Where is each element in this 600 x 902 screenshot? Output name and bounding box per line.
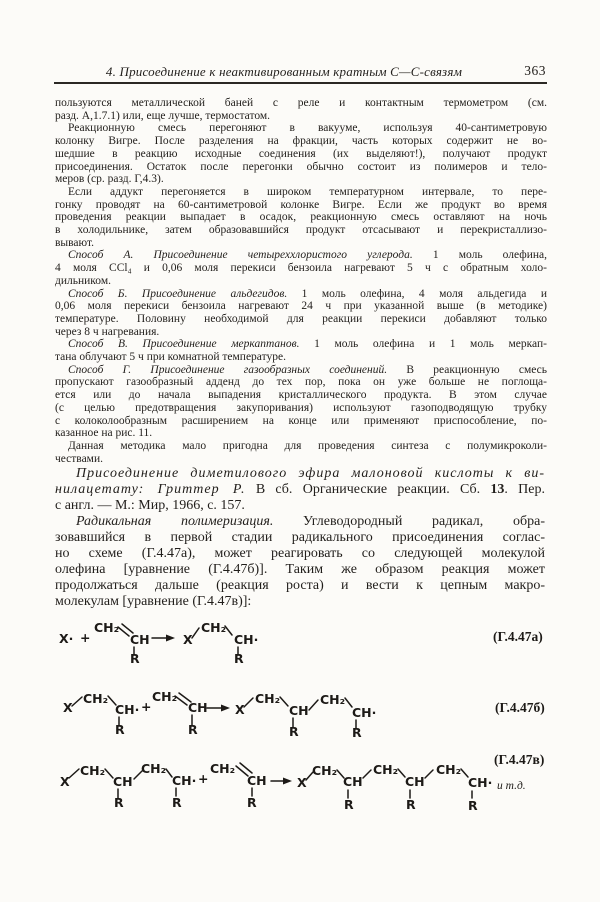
petit-text-block bbox=[55, 97, 547, 465]
atom-label: X bbox=[183, 632, 193, 647]
text-run: но схеме (Г.4.47а), может реагировать со следующей молекулой bbox=[55, 546, 545, 561]
etc-label: и т.д. bbox=[497, 780, 526, 792]
atom-label: X bbox=[297, 775, 307, 790]
text-line bbox=[55, 148, 547, 161]
text-run: шедшие в реакцию исходные соединения (их выделяют!), получают продукт bbox=[55, 147, 547, 160]
text-run: колонку Вигре. После разделения на фракции, часть которых содержит не во- bbox=[55, 135, 547, 148]
atom-label: R bbox=[289, 724, 299, 739]
atom-label: R bbox=[406, 797, 416, 812]
text-line bbox=[55, 224, 547, 237]
atom-label: CH₂ bbox=[80, 763, 106, 778]
bond bbox=[192, 628, 199, 638]
atom-label: CH₂ bbox=[312, 763, 338, 778]
text-run: разд. А,1.7.1) или, еще лучше, термостатом. bbox=[55, 109, 271, 122]
arrowhead bbox=[221, 705, 230, 712]
atom-label: CH· bbox=[468, 775, 493, 790]
text-line bbox=[55, 262, 547, 275]
equation-label: (Г.4.47в) bbox=[494, 752, 545, 767]
running-header bbox=[55, 64, 547, 81]
text-line bbox=[55, 110, 547, 123]
atom-label: CH₂ bbox=[320, 692, 346, 707]
text-run: продолжаться дальше (реакция роста) и вести к цепным макро- bbox=[55, 578, 545, 593]
text-line bbox=[55, 482, 545, 498]
arrowhead bbox=[166, 635, 175, 642]
plus-sign: + bbox=[198, 771, 209, 786]
text-line bbox=[55, 364, 547, 377]
text-run: с колоколообразным расширением на конце или применяют приспособление, по- bbox=[55, 414, 547, 427]
text-line bbox=[55, 466, 545, 482]
equation-label: (Г.4.47а) bbox=[493, 629, 543, 644]
text-line bbox=[55, 498, 545, 514]
text-line bbox=[55, 313, 547, 326]
text-line bbox=[55, 199, 547, 212]
text-line bbox=[55, 578, 545, 594]
bond bbox=[280, 697, 288, 706]
bond bbox=[363, 770, 371, 778]
atom-label: R bbox=[115, 722, 125, 737]
atom-label: X bbox=[235, 702, 245, 717]
text-run: казанное на рис. 11. bbox=[55, 427, 153, 440]
text-run: Углеводородный радикал, обра- bbox=[273, 514, 545, 529]
bond bbox=[244, 698, 253, 707]
text-run: через 8 ч нагревания. bbox=[55, 325, 160, 338]
atom-label: X· bbox=[59, 631, 74, 646]
text-run: В реакционную смесь bbox=[387, 363, 547, 376]
header-title: 4. Присоединение к неактивированным кратным С—С-связям bbox=[105, 64, 463, 79]
text-line bbox=[55, 173, 547, 186]
text-line bbox=[55, 402, 547, 415]
text-run: (с целью предотвращения закупоривания) используют газоподводящую трубку bbox=[55, 401, 547, 414]
atom-label: CH bbox=[188, 700, 208, 715]
text-line bbox=[55, 594, 545, 610]
text-line bbox=[55, 122, 547, 135]
reference-title: Присоединение диметилового эфира малоновой кислоты к ви- bbox=[76, 466, 545, 481]
text-run: олефина [уравнение (Г.4.47б)]. Таким же образом реакция может bbox=[55, 562, 545, 577]
text-line bbox=[55, 300, 547, 313]
text-line bbox=[55, 546, 545, 562]
text-run: меров (ср. разд. Г,4.3). bbox=[55, 173, 164, 186]
atom-label: R bbox=[352, 725, 362, 740]
text-run: в холодильнике, затем образовавшийся продукт отсасывают и перекристаллизо- bbox=[55, 224, 547, 237]
atom-label: CH· bbox=[234, 632, 259, 647]
atom-label: R bbox=[172, 795, 182, 810]
text-line bbox=[55, 427, 547, 440]
text-line bbox=[55, 97, 547, 110]
text-run: пользуются металлической баней с реле и контактным термометром (см. bbox=[55, 97, 547, 109]
atom-label: X bbox=[60, 774, 70, 789]
text-line bbox=[55, 237, 547, 250]
atom-label: R bbox=[130, 651, 140, 666]
text-run: пропускают газообразный адденд до тех пор, пока он уже больше не поглоща- bbox=[55, 376, 547, 389]
bold-run: 13 bbox=[490, 482, 505, 497]
text-line bbox=[55, 440, 547, 453]
atom-label: R bbox=[468, 798, 478, 813]
text-run: вывают. bbox=[55, 236, 95, 249]
text-run: . Пер. bbox=[504, 482, 546, 497]
text-run: В сб. Органические реакции. Сб. bbox=[245, 482, 491, 497]
atom-label: CH· bbox=[172, 773, 197, 788]
atom-label: CH₂ bbox=[94, 620, 120, 635]
atom-label: CH bbox=[405, 774, 425, 789]
atom-label: CH· bbox=[115, 702, 140, 717]
atom-label: CH₂ bbox=[210, 761, 236, 776]
text-run: гонку проводят на 60-сантиметровой колонке Вигре. Если же продукт во время bbox=[55, 198, 547, 211]
text-line bbox=[55, 338, 547, 351]
text-run: проведения реакции выпадает в осадок, реакционную смесь оставляют на ночь bbox=[55, 211, 547, 224]
atom-label: R bbox=[344, 797, 354, 812]
text-run: 1 моль олефина, 4 моля альдегида и bbox=[287, 287, 548, 300]
atom-label: CH₂ bbox=[152, 689, 178, 704]
text-run: 1 моль олефина, bbox=[412, 249, 547, 262]
bond bbox=[69, 769, 79, 778]
atom-label: R bbox=[234, 651, 244, 666]
bond bbox=[345, 698, 352, 707]
text-line bbox=[55, 415, 547, 428]
bond bbox=[398, 769, 405, 777]
page-number: 363 bbox=[524, 63, 546, 78]
reaction-scheme-b bbox=[55, 688, 565, 744]
text-run: зовавшийся в первой стадии радикального присоединения соглас- bbox=[55, 530, 545, 545]
atom-label: CH₂ bbox=[255, 691, 281, 706]
text-line bbox=[55, 249, 547, 262]
text-run: температуре. Половину необходимой для реакции перекиси добавляют только bbox=[55, 312, 547, 325]
text-run: 0,06 моля перекиси бензоила нагревают 24 ч при указанной выше (в методике) bbox=[55, 300, 547, 313]
atom-label: CH₂ bbox=[83, 691, 109, 706]
text-line bbox=[55, 288, 547, 301]
bond bbox=[461, 769, 468, 777]
atom-label: CH₂ bbox=[141, 761, 167, 776]
text-run: молекулам [уравнение (Г.4.47в)]: bbox=[55, 594, 252, 609]
atom-label: X bbox=[63, 700, 73, 715]
reaction-scheme-v bbox=[55, 745, 565, 817]
reaction-scheme-a bbox=[55, 612, 555, 670]
plus-sign: + bbox=[80, 630, 91, 645]
atom-label: CH bbox=[247, 773, 267, 788]
method-label: Способ Г. Присоединение газообразных соединений. bbox=[68, 363, 388, 376]
bond bbox=[309, 700, 318, 710]
text-line bbox=[55, 389, 547, 402]
atom-label: CH₂ bbox=[436, 762, 462, 777]
reference-title: нилацетату: Гриттер Р. bbox=[55, 482, 246, 497]
atom-label: R bbox=[247, 795, 257, 810]
text-run: 4 моля CCl₄ и 0,06 моля перекиси бензоила нагревают 5 ч с обратным холо- bbox=[55, 262, 547, 275]
method-label: Способ В. Присоединение меркаптанов. bbox=[68, 338, 300, 351]
atom-label: CH bbox=[289, 703, 309, 718]
text-run: присоединения. Остаток после перегонки обычно состоит из полимеров и тело- bbox=[55, 160, 547, 173]
bond bbox=[425, 770, 433, 778]
atom-label: CH bbox=[113, 774, 133, 789]
main-text-block bbox=[55, 466, 545, 610]
header-rule bbox=[54, 82, 547, 84]
text-run: чествами. bbox=[55, 452, 103, 465]
atom-label: CH bbox=[130, 632, 150, 647]
atom-label: CH bbox=[343, 774, 363, 789]
text-run: дильником. bbox=[55, 274, 111, 287]
atom-label: CH· bbox=[352, 705, 377, 720]
method-label: Способ Б. Присоединение альдегидов. bbox=[68, 287, 288, 300]
text-run: Если аддукт перегоняется в широком температурном интервале, то пере- bbox=[68, 185, 547, 198]
bond bbox=[105, 769, 113, 778]
text-line bbox=[55, 351, 547, 364]
method-label: Способ А. Присоединение четыреххлористого углерода. bbox=[68, 249, 413, 262]
text-line bbox=[55, 453, 547, 466]
text-line bbox=[55, 186, 547, 199]
equation-label: (Г.4.47б) bbox=[495, 700, 545, 715]
plus-sign: + bbox=[141, 699, 152, 714]
atom-label: CH₂ bbox=[201, 620, 227, 635]
text-run: с англ. — М.: Мир, 1966, с. 157. bbox=[55, 498, 245, 513]
text-line bbox=[55, 211, 547, 224]
section-lead: Радикальная полимеризация. bbox=[76, 514, 274, 529]
text-line bbox=[55, 161, 547, 174]
atom-label: R bbox=[188, 722, 198, 737]
text-line bbox=[55, 275, 547, 288]
bond bbox=[72, 697, 82, 706]
text-line bbox=[55, 376, 547, 389]
text-line bbox=[55, 530, 545, 546]
text-run: 1 моль олефина и 1 моль меркап- bbox=[299, 338, 547, 351]
text-line bbox=[55, 326, 547, 339]
text-run: тана облучают 5 ч при комнатной температуре. bbox=[55, 351, 286, 364]
text-run: ется или до начала выпадения кристаллического продукта. В этом случае bbox=[55, 389, 547, 402]
arrowhead bbox=[283, 778, 292, 785]
atom-label: R bbox=[114, 795, 124, 810]
text-line bbox=[55, 135, 547, 148]
text-line bbox=[55, 562, 545, 578]
text-run: Реакционную смесь перегоняют в вакууме, используя 40-сантиметровую bbox=[68, 122, 547, 135]
text-run: Данная методика мало пригодна для проведения синтеза с полумикроколи- bbox=[68, 439, 547, 452]
atom-label: CH₂ bbox=[373, 762, 399, 777]
text-line bbox=[55, 514, 545, 530]
